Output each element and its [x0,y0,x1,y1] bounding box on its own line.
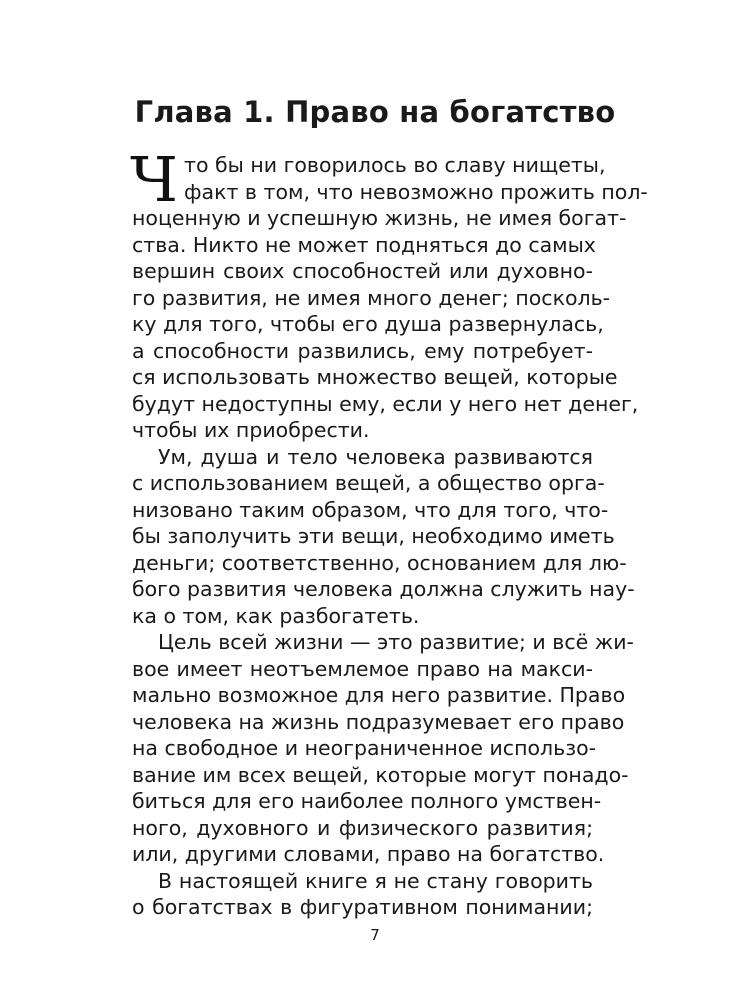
text-line: о богатствах в фигуративном понимании; [132,895,593,919]
text-line: человека на жизнь подразумевает его право [132,709,625,734]
text-line: Ум, душа и тело человека развиваются [158,444,593,469]
chapter-title: Глава 1. Право на богатство [134,95,616,129]
text-line: деньги; соответственно, основанием для лю- [132,550,627,575]
body-text [130,143,648,921]
text-line: бы заполучить эти вещи, необходимо иметь [132,524,615,548]
text-line: будут недоступны ему, если у него нет денег, [132,391,639,416]
text-line: или, другими словами, право на богатство. [132,842,605,866]
page-number: 7 [370,926,380,944]
text-line: ка о том, как разбогатеть. [132,603,420,628]
text-line: бого развития человека должна служить нау- [132,577,635,601]
text-line: ку для того, чтобы его душа развернулась, [132,312,604,336]
text-line: низовано таким образом, что для того, что- [132,497,609,522]
text-line: вание им всех вещей, которые могут понадо- [132,762,629,787]
text-line: чтобы их приобрести. [132,418,370,442]
text-line: факт в том, что невозможно прожить пол- [184,179,648,204]
text-line: а способности развились, ему потребует- [132,338,593,363]
text-line: ства. Никто не может подняться до самых [132,232,596,257]
text-line: В настоящей книге я не стану говорить [158,868,593,893]
text-line: вое имеет неотъемлемое право на макси- [132,656,593,681]
drop-cap: Ч [130,143,178,216]
text-line: на свободное и неограниченное использо- [132,736,597,760]
text-line: с использованием вещей, а общество орга- [132,471,605,495]
text-line: ноценную и успешную жизнь, не имея богат- [132,206,627,230]
text-line: ся использовать множество вещей, которые [132,365,618,389]
text-line: Цель всей жизни — это развитие; и всё жи- [158,630,634,654]
text-line: го развития, не имея много денег; посколь- [132,285,611,310]
text-line: мально возможное для него развитие. Право [132,683,626,707]
text-line: ного, духовного и физического развития; [132,815,593,840]
text-line: вершин своих способностей или духовно- [132,259,593,283]
text-line: биться для его наиболее полного умствен- [132,789,602,813]
text-line: то бы ни говорилось во славу нищеты, [184,153,606,177]
